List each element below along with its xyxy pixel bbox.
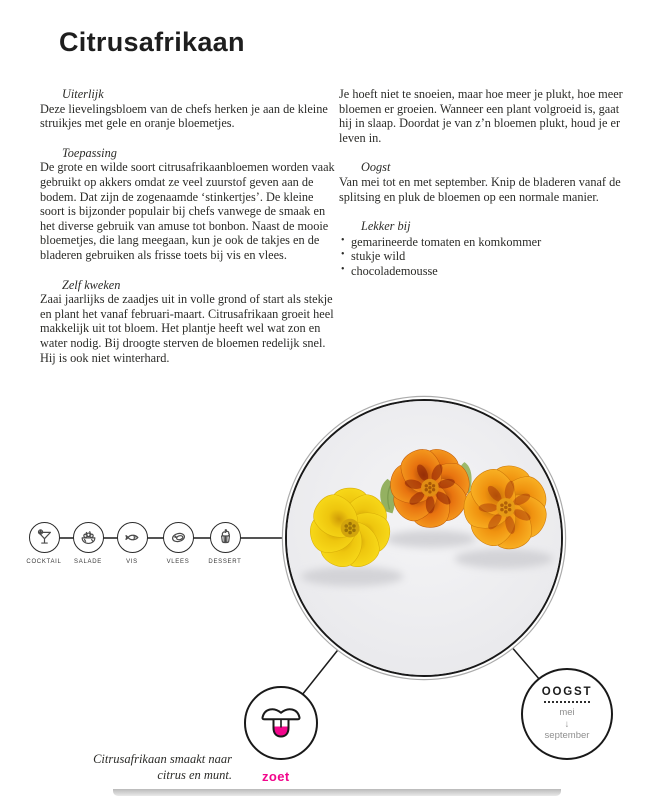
cocktail-icon <box>29 522 60 553</box>
section-lekker-bij <box>339 219 633 278</box>
usage-label: COCKTAIL <box>26 559 62 565</box>
tongue-icon <box>257 699 305 747</box>
section-body: De grote en wilde soort citrusafrikaanbloemen worden vaak gebruikt op akkers omdat ze veel zuurstof geven aan de bodem. Dat zijn de zogenaamde ‘stinkertjes’. De kleine soort is bijzonder populair bij chefs vanwege de smaak en het diverse gebruik van amuse tot bonbon. Naast de mooie bloemetjes, die lang meegaan, kun je ook de takjes en de bladeren gebruiken als frisse toets bij vis en vlees. <box>40 160 335 262</box>
list-item: • stukje wild <box>339 249 633 264</box>
section-oogst <box>339 160 633 204</box>
harvest-badge <box>521 668 613 760</box>
section-body: Zaai jaarlijks de zaadjes uit in volle grond of start als stekje en plant het vanaf februari-maart. Citrusafrikaan groeit heel makkelijk uit tot bloem. Het plantje heeft wel wat zon en water nodig. Bij droogte sterven de bloemen redelijk snel. Hij is ook niet winterhard. <box>40 292 334 365</box>
harvest-from-month: mei <box>559 707 575 719</box>
usage-label: VIS <box>126 559 138 565</box>
taste-circle <box>244 686 318 760</box>
taste-caption <box>40 751 232 783</box>
usage-label: SALADE <box>74 559 102 565</box>
section-heading: Uiterlijk <box>62 87 104 101</box>
left-column <box>40 87 336 365</box>
caption-line: citrus en munt. <box>157 768 232 782</box>
right-column <box>339 87 633 279</box>
down-arrow-icon: ↓ <box>564 718 570 730</box>
page-title: Citrusafrikaan <box>59 27 245 57</box>
section-heading: Zelf kweken <box>62 277 121 292</box>
section-heading: Lekker bij <box>361 219 411 234</box>
section-toepassing <box>40 146 336 263</box>
section-heading: Toepassing <box>62 145 117 160</box>
harvest-to-month: september <box>544 730 590 742</box>
usage-label: DESSERT <box>208 559 242 565</box>
fish-icon <box>117 522 148 553</box>
usage-label: VLEES <box>166 559 190 565</box>
meat-icon <box>163 522 194 553</box>
list-item: • gemarineerde tomaten en komkommer <box>339 235 633 250</box>
marigold-flowers-photo <box>287 401 561 675</box>
list-item: • chocolademousse <box>339 264 633 279</box>
caption-line: Citrusafrikaan smaakt naar <box>93 752 232 766</box>
dotted-divider <box>544 701 590 703</box>
section-heading: Oogst <box>361 160 391 175</box>
section-body: Deze lievelingsbloem van de chefs herken je aan de kleine struikjes met gele en oranje bloemetjes. <box>40 101 328 131</box>
flavor-label: zoet <box>262 769 290 784</box>
pairing-list <box>339 235 633 279</box>
section-body: Van mei tot en met september. Knip de bladeren vanaf de splitsing en pluk de bloemen op een normale manier. <box>339 174 621 204</box>
intro-paragraph: Je hoeft niet te snoeien, maar hoe meer je plukt, hoe meer bloemen er groeien. Wanneer een plant volgroeid is, gaat hij in slaap. Doordat je van z’n bloemen plukt, houd je er leven in. <box>339 87 623 145</box>
next-page-edge <box>113 789 561 796</box>
salad-icon <box>73 522 104 553</box>
section-zelf-kweken <box>40 278 336 366</box>
usage-dessert <box>195 522 255 565</box>
flower-photo-circle <box>285 399 563 677</box>
dessert-icon <box>210 522 241 553</box>
section-uiterlijk <box>40 87 336 131</box>
harvest-title: OOGST <box>541 686 593 699</box>
